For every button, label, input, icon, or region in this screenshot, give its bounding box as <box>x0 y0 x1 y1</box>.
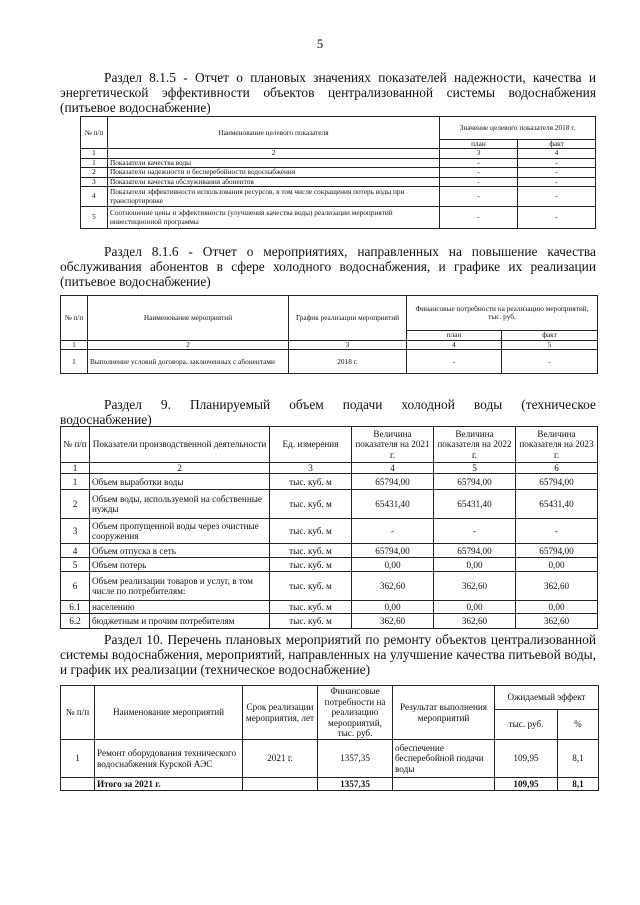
index-cell: 5 <box>502 341 598 350</box>
section-8-1-6-heading <box>60 244 596 289</box>
row-num: 1 <box>61 350 88 374</box>
row-2021: 0,00 <box>352 601 434 614</box>
total-fin: 1357,35 <box>318 778 393 791</box>
header-effect: Ожидаемый эффект <box>495 686 599 710</box>
header-fact: факт <box>518 140 596 149</box>
row-pct: 8,1 <box>558 740 599 778</box>
table-row <box>81 207 596 229</box>
row-2022: 0,00 <box>434 601 516 614</box>
row-name: Объем реализации товаров и услуг, в том числе по потребителям: <box>90 572 270 601</box>
section-9-heading-text: Раздел 9. Планируемый объем подачи холодной воды (техническое водоснабжение) <box>60 397 596 427</box>
table-row <box>61 558 598 572</box>
row-name: Показатели эффективности использования ресурсов, в том числе сокращения потерь воды при транспортировке <box>108 187 440 207</box>
header-result: Результат выполнения мероприятий <box>393 686 495 740</box>
table-row <box>61 490 598 519</box>
row-2022: 65794,00 <box>434 544 516 558</box>
row-unit: тыс. куб. м <box>270 544 352 558</box>
row-num: 3 <box>81 177 108 186</box>
header-rub: тыс. руб. <box>495 710 558 740</box>
index-cell: 6 <box>516 463 598 474</box>
header-fact: факт <box>502 331 598 341</box>
row-plan: - <box>440 177 518 186</box>
row-name: Показатели качества обслуживания абонентов <box>108 177 440 186</box>
row-2023: 65794,00 <box>516 544 598 558</box>
header-num: № п/п <box>61 427 90 463</box>
header-plan: план <box>407 331 502 341</box>
total-num-empty <box>61 778 95 791</box>
row-name: Соотношение цены и эффективности (улучшения качества воды) реализации мероприятий инвестиционной программы <box>108 207 440 229</box>
index-cell: 3 <box>289 341 407 350</box>
index-cell: 5 <box>434 463 516 474</box>
header-unit: Ед. измерения <box>270 427 352 463</box>
table-row <box>61 544 598 558</box>
row-2021: 65431,40 <box>352 490 434 519</box>
row-num: 3 <box>61 519 90 544</box>
section-8-1-6-heading-text: Раздел 8.1.6 - Отчет о мероприятиях, направленных на повышение качества обслуживания абонентов в сфере холодного водоснабжения, и графике их реализации (питьевое водоснабжение) <box>60 244 596 289</box>
section-10-heading-text: Раздел 10. Перечень плановых мероприятий по ремонту объектов централизованной системы водоснабжения, мероприятий, направленных на улучшение качества питьевой воды, и график их реализации (техническое водоснабжение) <box>60 632 596 677</box>
row-2023: 0,00 <box>516 601 598 614</box>
index-cell: 4 <box>407 341 502 350</box>
repair-plan-table <box>60 685 599 791</box>
row-2022: 362,60 <box>434 614 516 629</box>
index-cell: 1 <box>61 341 88 350</box>
table-row <box>61 350 598 374</box>
index-cell: 3 <box>270 463 352 474</box>
index-cell: 2 <box>108 149 440 158</box>
index-cell: 2 <box>90 463 270 474</box>
row-unit: тыс. куб. м <box>270 558 352 572</box>
row-fact: - <box>518 177 596 186</box>
row-2023: 65431,40 <box>516 490 598 519</box>
row-name: населению <box>90 601 270 614</box>
total-term-empty <box>243 778 318 791</box>
header-name: Наименование мероприятий <box>95 686 243 740</box>
row-name: Объем потерь <box>90 558 270 572</box>
row-name: Показатели качества воды <box>108 158 440 167</box>
row-2023: 362,60 <box>516 614 598 629</box>
section-8-1-5-heading-text: Раздел 8.1.5 - Отчет о плановых значениях показателей надежности, качества и энергетической эффективности объектов централизованной системы водоснабжения (питьевое водоснабжение) <box>60 70 596 115</box>
header-name: Наименование мероприятий <box>88 296 289 341</box>
row-plan: - <box>440 168 518 177</box>
row-num: 6.1 <box>61 601 90 614</box>
row-num: 1 <box>81 158 108 167</box>
indicators-table <box>80 116 596 229</box>
row-schedule: 2018 г. <box>289 350 407 374</box>
total-result-empty <box>393 778 495 791</box>
row-num: 4 <box>61 544 90 558</box>
row-rub: 109,95 <box>495 740 558 778</box>
row-name: бюджетным и прочим потребителям <box>90 614 270 629</box>
row-fact: - <box>518 207 596 229</box>
header-fin: Финансовые потребности на реализацию мероприятий, тыс. руб. <box>318 686 393 740</box>
total-label: Итого за 2021 г. <box>95 778 243 791</box>
row-unit: тыс. куб. м <box>270 474 352 490</box>
table-row <box>81 177 596 186</box>
row-2021: 65794,00 <box>352 474 434 490</box>
table-row <box>81 158 596 167</box>
header-name: Показатели производственной деятельности <box>90 427 270 463</box>
row-name: Показатели надежности и бесперебойности водоснабжения <box>108 168 440 177</box>
row-plan: - <box>440 158 518 167</box>
table-row <box>81 187 596 207</box>
row-plan: - <box>440 207 518 229</box>
row-unit: тыс. куб. м <box>270 614 352 629</box>
header-term: Срок реализации мероприятия, лет <box>243 686 318 740</box>
index-cell: 4 <box>518 149 596 158</box>
header-plan: план <box>440 140 518 149</box>
total-pct: 8,1 <box>558 778 599 791</box>
row-2022: 362,60 <box>434 572 516 601</box>
row-2021: 362,60 <box>352 572 434 601</box>
section-9-heading <box>60 397 596 427</box>
row-2021: 65794,00 <box>352 544 434 558</box>
row-2023: 362,60 <box>516 572 598 601</box>
row-unit: тыс. куб. м <box>270 572 352 601</box>
row-2023: - <box>516 519 598 544</box>
row-num: 2 <box>61 490 90 519</box>
table-row <box>61 614 598 629</box>
row-2022: - <box>434 519 516 544</box>
header-fin: Финансовые потребности на реализацию мероприятий, тыс. руб. <box>407 296 598 331</box>
row-name: Ремонт оборудования технического водоснабжения Курской АЭС <box>95 740 243 778</box>
row-2022: 0,00 <box>434 558 516 572</box>
row-num: 2 <box>81 168 108 177</box>
row-2021: 0,00 <box>352 558 434 572</box>
header-2022: Величина показателя на 2022 г. <box>434 427 516 463</box>
row-num: 5 <box>61 558 90 572</box>
row-unit: тыс. куб. м <box>270 519 352 544</box>
row-num: 1 <box>61 740 95 778</box>
total-rub: 109,95 <box>495 778 558 791</box>
section-10-heading <box>60 632 596 677</box>
header-num: № п/п <box>61 296 88 341</box>
index-cell: 4 <box>352 463 434 474</box>
header-value: Значение целевого показателя 2018 г. <box>440 117 596 140</box>
row-2023: 0,00 <box>516 558 598 572</box>
index-cell: 1 <box>81 149 108 158</box>
header-num: № п/п <box>81 117 108 149</box>
row-num: 4 <box>81 187 108 207</box>
row-name: Объем воды, используемой на собственные нужды <box>90 490 270 519</box>
table-row <box>61 601 598 614</box>
row-2021: - <box>352 519 434 544</box>
table-row <box>61 519 598 544</box>
table-row <box>61 572 598 601</box>
header-num: № п/п <box>61 686 95 740</box>
row-fin: 1357,35 <box>318 740 393 778</box>
table-row <box>61 740 599 778</box>
water-supply-volume-table <box>60 426 598 629</box>
row-2023: 65794,00 <box>516 474 598 490</box>
row-2021: 362,60 <box>352 614 434 629</box>
service-measures-table <box>60 295 598 374</box>
row-fact: - <box>518 158 596 167</box>
header-name: Наименование целевого показателя <box>108 117 440 149</box>
row-plan: - <box>407 350 502 374</box>
row-num: 6.2 <box>61 614 90 629</box>
row-fact: - <box>518 168 596 177</box>
header-schedule: График реализации мероприятий <box>289 296 407 341</box>
row-num: 5 <box>81 207 108 229</box>
row-fact: - <box>518 187 596 207</box>
header-pct: % <box>558 710 599 740</box>
header-2023: Величина показателя на 2023 г. <box>516 427 598 463</box>
row-name: Объем отпуска в сеть <box>90 544 270 558</box>
row-name: Объем выработки воды <box>90 474 270 490</box>
row-2022: 65794,00 <box>434 474 516 490</box>
index-cell: 3 <box>440 149 518 158</box>
row-name: Выполнение условий договора, заключенных с абонентами <box>88 350 289 374</box>
row-num: 1 <box>61 474 90 490</box>
row-2022: 65431,40 <box>434 490 516 519</box>
row-name: Объем пропущенной воды через очистные сооружения <box>90 519 270 544</box>
row-num: 6 <box>61 572 90 601</box>
index-cell: 2 <box>88 341 289 350</box>
table-row <box>61 474 598 490</box>
row-plan: - <box>440 187 518 207</box>
section-8-1-5-heading <box>60 70 596 115</box>
total-row <box>61 778 599 791</box>
index-cell: 1 <box>61 463 90 474</box>
row-unit: тыс. куб. м <box>270 601 352 614</box>
row-unit: тыс. куб. м <box>270 490 352 519</box>
row-fact: - <box>502 350 598 374</box>
row-term: 2021 г. <box>243 740 318 778</box>
row-result: обеспечение бесперебойной подачи воды <box>393 740 495 778</box>
table-row <box>81 168 596 177</box>
page-number: 5 <box>316 36 324 51</box>
header-2021: Величина показателя на 2021 г. <box>352 427 434 463</box>
